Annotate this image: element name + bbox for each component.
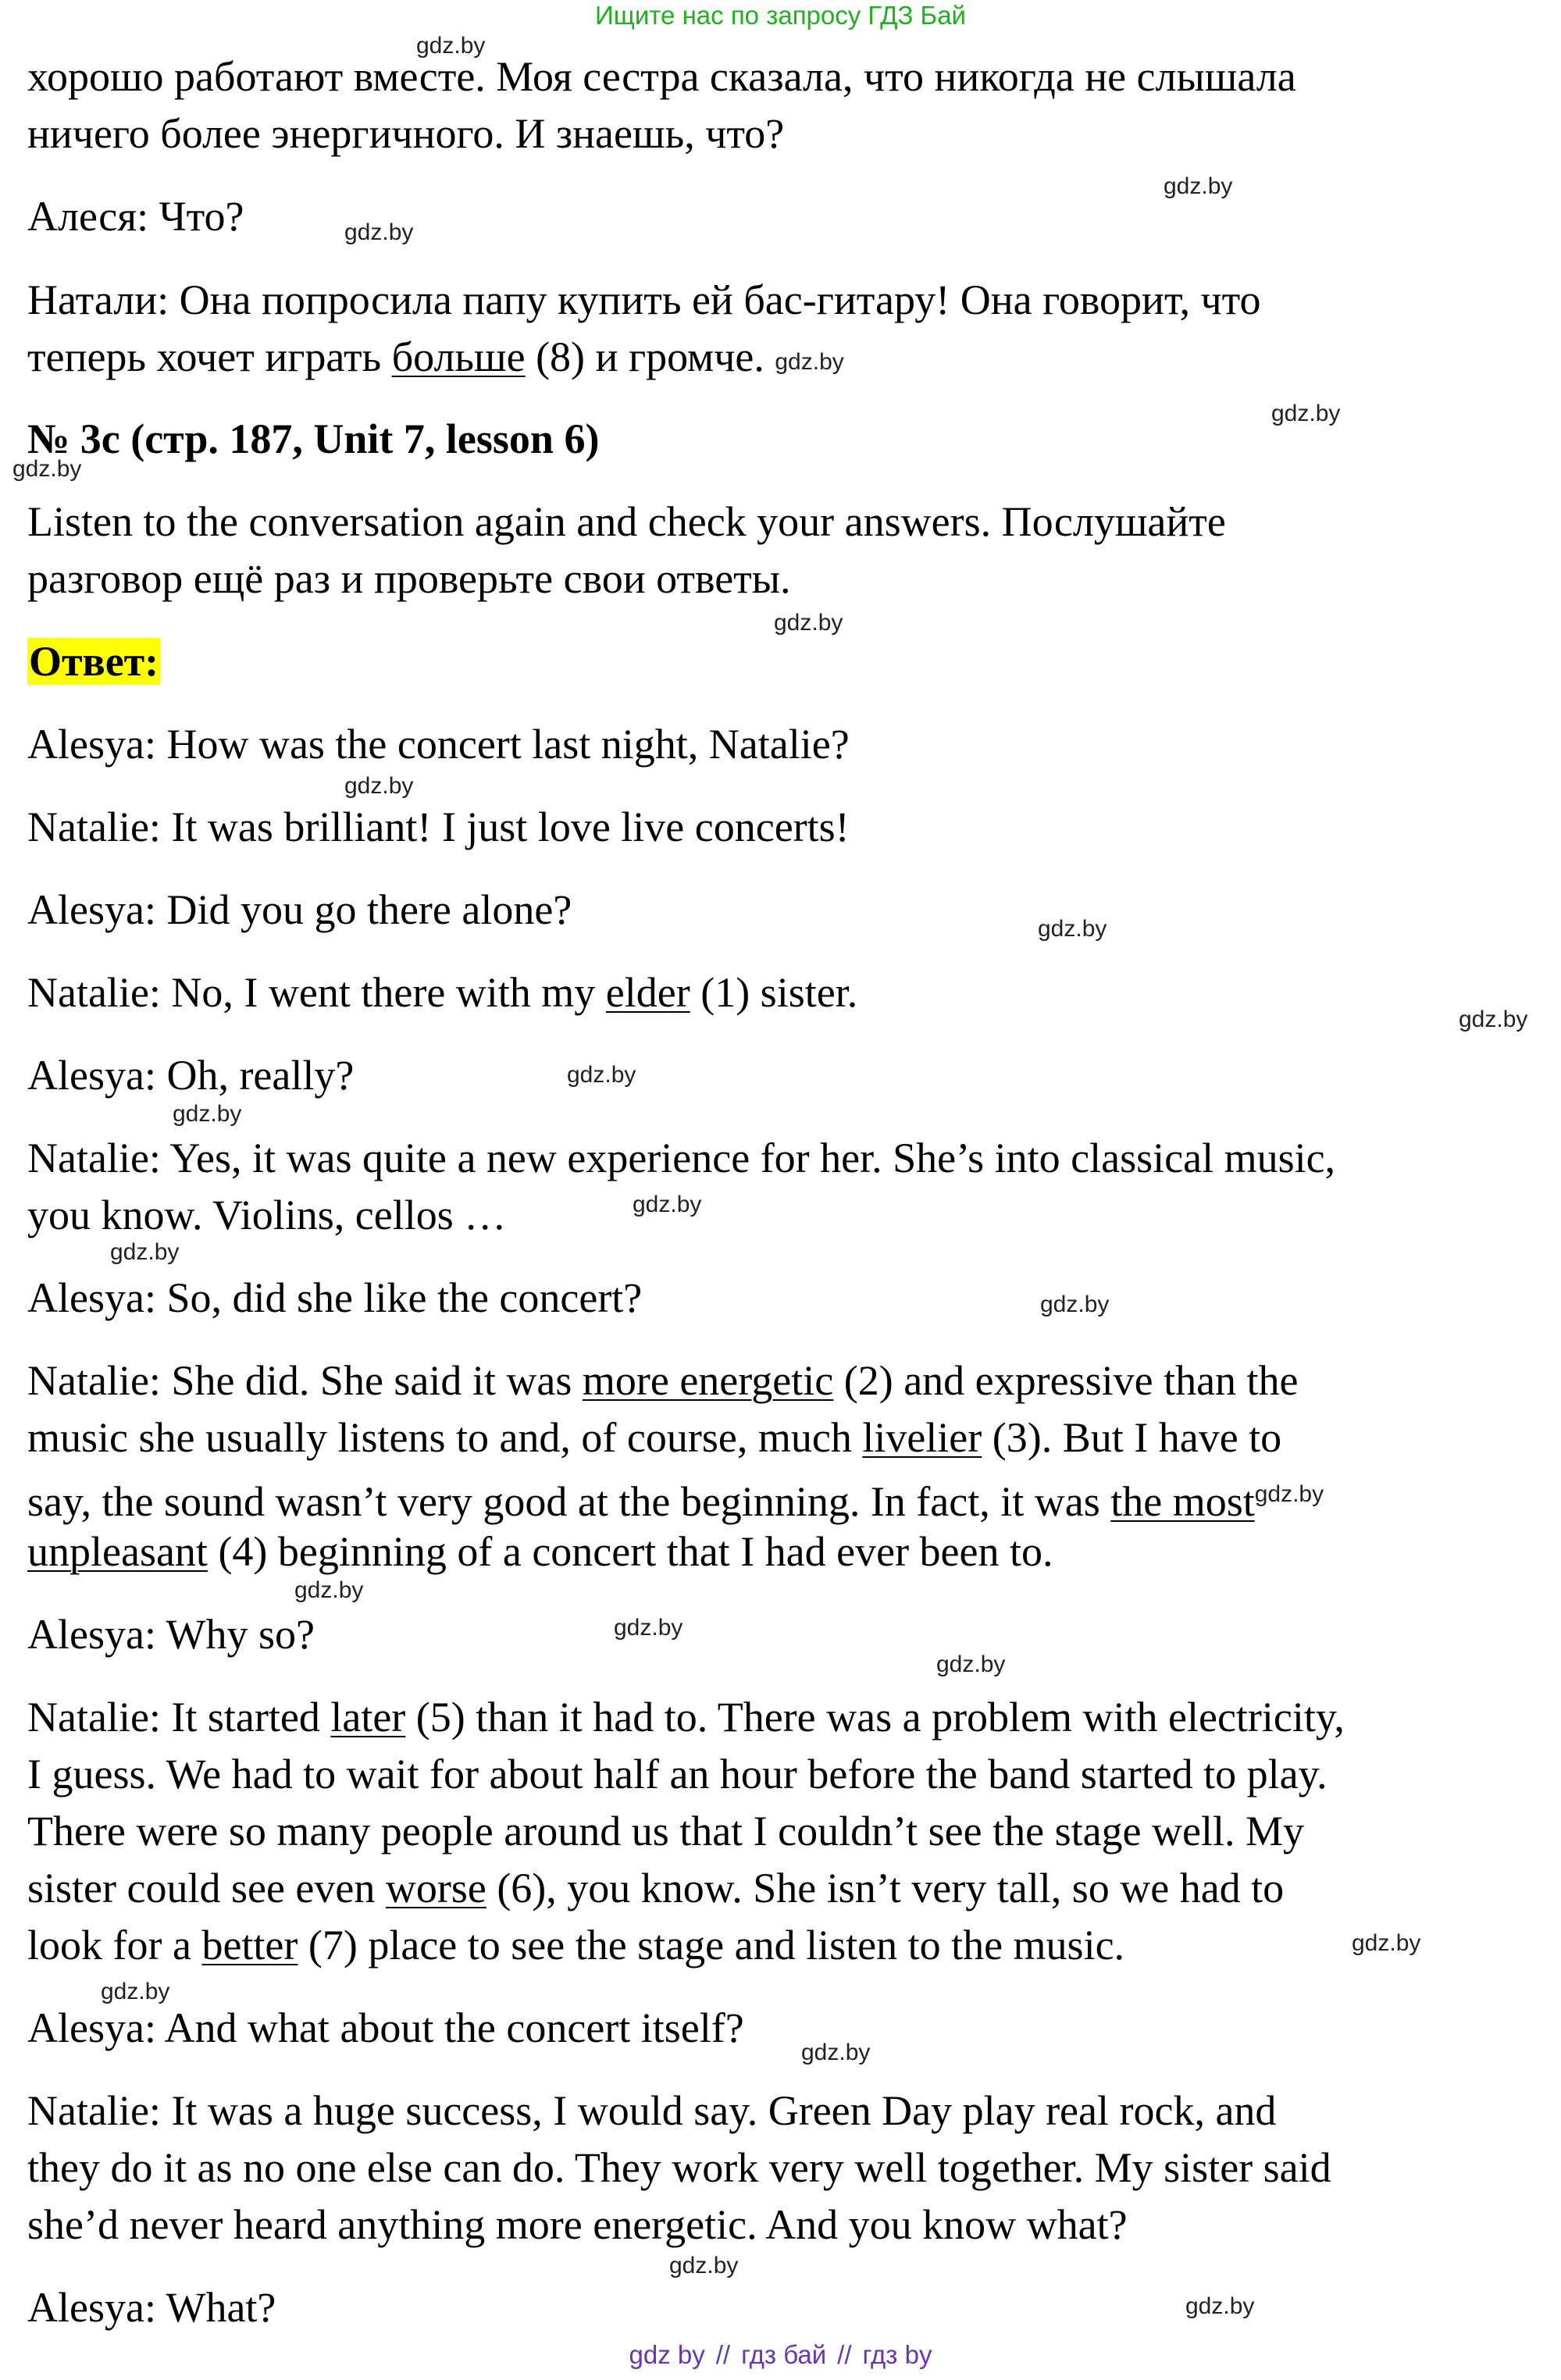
watermark: gdz.by	[101, 1979, 170, 2004]
watermark: gdz.by	[774, 610, 843, 636]
underlined-answer: worse	[385, 1865, 486, 1911]
answer-label: Ответ:	[29, 638, 159, 685]
watermark: gdz.by	[294, 1577, 364, 1603]
underlined-answer: better	[201, 1922, 298, 1968]
text-line: ничего более энергичного. И знаешь, что?	[27, 110, 785, 157]
footer-links	[0, 2339, 1561, 2371]
underlined-answer: later	[330, 1694, 406, 1740]
dialog-line: I guess. We had to wait for about half an hour before the band started to play.	[27, 1751, 1328, 1797]
footer-separator: //	[837, 2340, 852, 2369]
watermark: gdz.by	[1459, 1007, 1528, 1032]
task-instruction: разговор ещё раз и проверьте свои ответы.	[27, 555, 791, 602]
underlined-answer: больше	[391, 333, 526, 380]
watermark: gdz.by	[614, 1615, 683, 1641]
watermark: gdz.by	[936, 1651, 1006, 1677]
task-heading: № 3c (стр. 187, Unit 7, lesson 6)	[27, 415, 600, 462]
dialog-line: say, the sound wasn’t very good at the beginning. In fact, it was the most$^{gdz.by}$	[27, 1478, 1324, 1525]
footer-link[interactable]: гдз бай	[741, 2340, 827, 2369]
dialog-line: Alesya: How was the concert last night, Natalie?	[27, 721, 850, 768]
dialog-line: Natalie: No, I went there with my elder (1) sister.	[27, 969, 858, 1016]
search-banner[interactable]: Ищите нас по запросу ГДЗ Бай	[595, 1, 966, 30]
watermark: gdz.by	[1038, 916, 1107, 942]
watermark: gdz.by	[1254, 1481, 1324, 1507]
dialog-line: Alesya: Did you go there alone?	[27, 886, 572, 933]
footer-separator: //	[715, 2340, 731, 2369]
watermark: gdz.by	[801, 2040, 871, 2065]
dialog-line: sister could see even worse (6), you know. She isn’t very tall, so we had to	[27, 1865, 1285, 1911]
watermark: gdz.by	[416, 33, 486, 59]
dialog-line: Natalie: It was a huge success, I would say. Green Day play real rock, and	[27, 2087, 1277, 2134]
footer-link[interactable]: gdz by	[629, 2340, 705, 2369]
watermark: gdz.by	[344, 219, 414, 245]
dialog-line: unpleasant (4) beginning of a concert that I had ever been to.	[27, 1528, 1053, 1575]
dialog-line: Natalie: Yes, it was quite a new experience for her. She’s into classical music,	[27, 1135, 1336, 1181]
dialog-line: Alesya: Oh, really?	[27, 1052, 355, 1099]
underlined-answer: the most	[1110, 1478, 1255, 1525]
watermark: gdz.by	[344, 773, 414, 799]
watermark: gdz.by	[1185, 2293, 1255, 2319]
text-line: Алеся: Что?	[27, 193, 244, 240]
watermark: gdz.by	[633, 1192, 702, 1217]
underlined-answer: more energetic	[582, 1357, 834, 1404]
watermark: gdz.by	[12, 456, 82, 482]
dialog-line: you know. Violins, cellos …	[27, 1192, 507, 1238]
watermark: gdz.by	[173, 1101, 242, 1127]
text-line: теперь хочет играть больше (8) и громче. gdz.by	[27, 333, 844, 380]
dialog-line: look for a better (7) place to see the stage and listen to the music.	[27, 1922, 1125, 1968]
watermark: gdz.by	[775, 349, 844, 375]
footer-link[interactable]: гдз by	[862, 2340, 932, 2369]
dialog-line: Alesya: And what about the concert itself?	[27, 2004, 744, 2051]
watermark: gdz.by	[567, 1062, 636, 1088]
underlined-answer: livelier	[862, 1414, 982, 1461]
dialog-line: There were so many people around us that I couldn’t see the stage well. My	[27, 1808, 1305, 1854]
dialog-line: Alesya: Why so?	[27, 1611, 315, 1658]
dialog-line: she’d never heard anything more energetic. And you know what?	[27, 2201, 1128, 2248]
dialog-line: they do it as no one else can do. They work very well together. My sister said	[27, 2144, 1331, 2191]
text-line: Натали: Она попросила папу купить ей бас-гитару! Она говорит, что	[27, 276, 1261, 323]
watermark: gdz.by	[1164, 173, 1233, 199]
dialog-line: Natalie: It was brilliant! I just love live concerts!	[27, 803, 850, 850]
task-instruction: Listen to the conversation again and check your answers. Послушайте	[27, 498, 1226, 545]
answer-label-line	[27, 638, 160, 685]
dialog-line: Natalie: It started later (5) than it had to. There was a problem with electricity,	[27, 1694, 1345, 1740]
dialog-line: Alesya: What?	[27, 2284, 276, 2331]
text-line: хорошо работают вместе. Моя сестра сказала, что никогда не слышала	[27, 53, 1296, 100]
dialog-line: music she usually listens to and, of course, much livelier (3). But I have to	[27, 1414, 1282, 1461]
underlined-answer: unpleasant	[27, 1528, 208, 1575]
dialog-line: Alesya: So, did she like the concert?	[27, 1274, 643, 1321]
dialog-line: Natalie: She did. She said it was more energetic (2) and expressive than the	[27, 1357, 1299, 1404]
underlined-answer: elder	[605, 969, 690, 1016]
watermark: gdz.by	[1040, 1292, 1110, 1317]
watermark: gdz.by	[669, 2253, 739, 2278]
watermark: gdz.by	[1352, 1930, 1421, 1956]
watermark: gdz.by	[1271, 401, 1341, 426]
watermark: gdz.by	[110, 1239, 180, 1265]
